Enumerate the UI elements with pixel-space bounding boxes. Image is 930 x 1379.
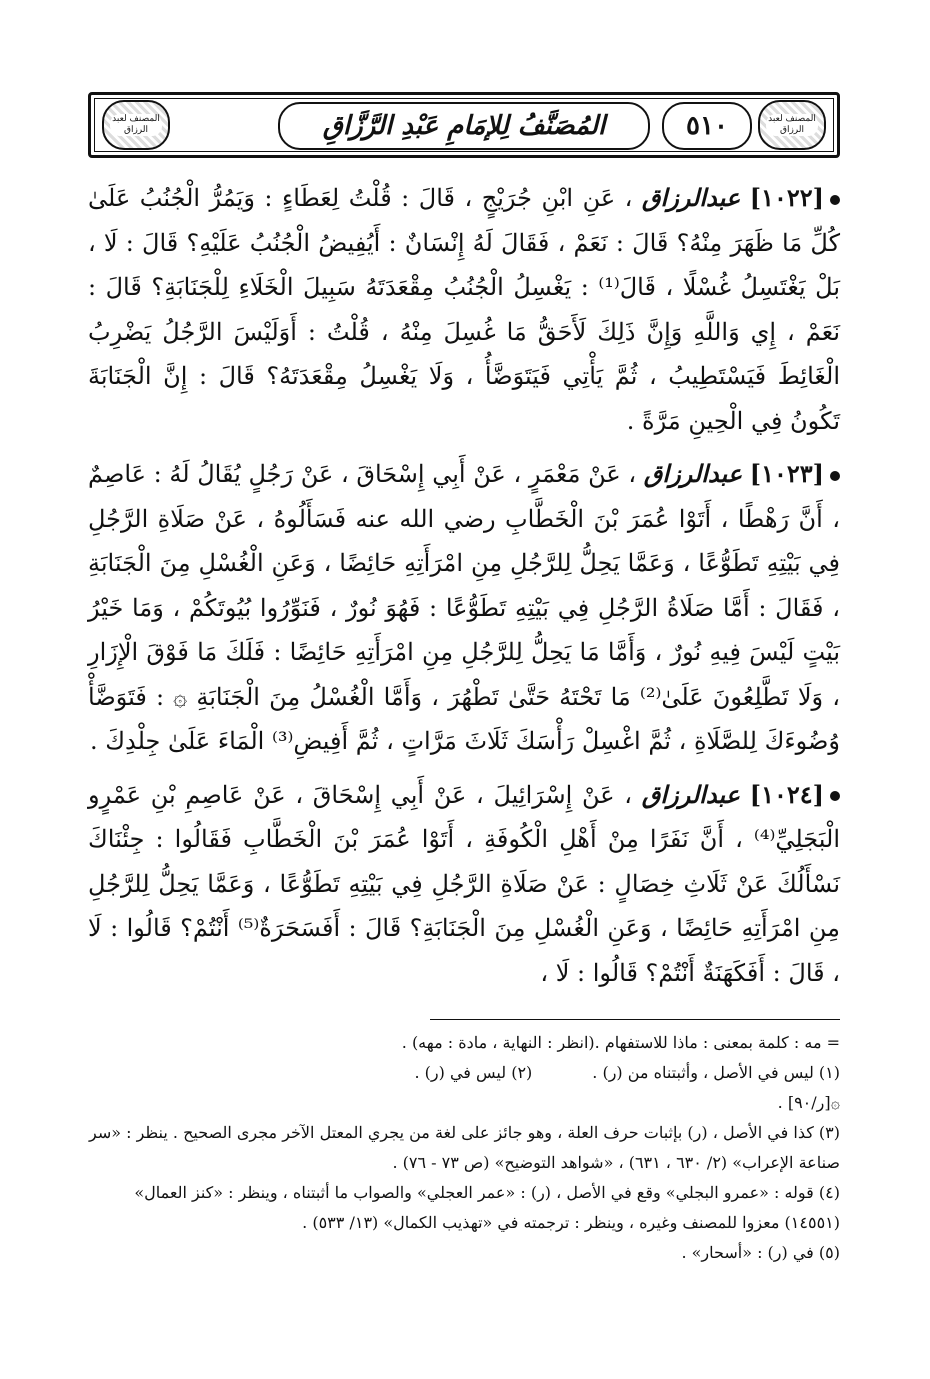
footnote-1: (١) ليس في الأصل ، وأثبتناه من (ر) . bbox=[592, 1063, 840, 1082]
footnote-2: (٢) ليس في (ر) . bbox=[414, 1063, 533, 1082]
author-name: عبدالرزاق bbox=[641, 183, 741, 212]
main-text bbox=[88, 176, 840, 1004]
footnote-5: (٥) في (ر) : «أسحار» . bbox=[681, 1243, 840, 1262]
book-title: المُصَنَّفُ لِلإمَامِ عَبْدِ الرَّزَّاقِ bbox=[278, 102, 650, 150]
bullet-icon bbox=[830, 195, 840, 205]
hadith-number: [١٠٢٤] bbox=[749, 779, 824, 809]
hadith-number: [١٠٢٢] bbox=[749, 183, 824, 212]
hadith-text: ، عَنْ مَعْمَرٍ ، عَنْ أَبِي إِسْحَاقَ ، عَنْ رَجُلٍ يُقَالُ لَهُ : عَاصِمٌ ، أَنَّ رَهْطًا ، أَتَوْا عُمَرَ بْنَ الْخَطَّابِ رضي الله عنه فَسَأَلُوهُ ، عَنْ صَلَاةِ الرَّجُلِ فِي بَيْتِهِ تَطَوُّعًا ، وَعَمَّا يَحِلُّ لِلرَّجُلِ مِنِ امْرَأَتِهِ حَائِضًا ، وَعَنِ الْغُسْلِ مِنَ الْجَنَابَةِ ، فَقَالَ : أَمَّا صَلَاةُ الرَّجُلِ فِي بَيْتِهِ تَطَوُّعًا : فَهُوَ نُورٌ ، فَنَوِّرُوا بُيُوتَكُمْ ، وَمَا خَيْرُ بَيْتٍ لَيْسَ فِيهِ نُورٌ ، وَأَمَّا مَا يَحِلُّ لِلرَّجُلِ مِنِ امْرَأَتِهِ حَائِضًا : فَلَكَ مَا فَوْقَ الْإِزَارِ ، وَلَا تَطَّلِعُونَ عَلَىٰ⁽²⁾ مَا تَحْتَهُ حَتَّىٰ تَطْهُرَ ، وَأَمَّا الْغُسْلُ مِنَ الْجَنَابَةِ ۞ : فَتَوَضَّأْ وُضُوءَكَ لِلصَّلَاةِ ، ثُمَّ اغْسِلْ رَأْسَكَ ثَلَاثَ مَرَّاتٍ ، ثُمَّ أَفِيضِ⁽³⁾ الْمَاءَ عَلَىٰ جِلْدِكَ . bbox=[88, 460, 840, 755]
footnote-row bbox=[88, 1058, 840, 1088]
hadith-1022 bbox=[88, 176, 840, 443]
page-marker: ۞[ر/٩٠] . bbox=[777, 1093, 840, 1112]
hadith-text: ، عَنْ إِسْرَائِيلَ ، عَنْ أَبِي إِسْحَاقَ ، عَنْ عَاصِمِ بْنِ عَمْرٍو الْبَجَلِيِّ⁽⁴⁾ ، أَنَّ نَفَرًا مِنْ أَهْلِ الْكُوفَةِ ، أَتَوْا عُمَرَ بْنَ الْخَطَّابِ فَقَالُوا : جِئْنَاكَ نَسْأَلُكَ عَنْ ثَلَاثِ خِصَالٍ : عَنْ صَلَاةِ الرَّجُلِ فِي بَيْتِهِ تَطَوُّعًا ، وَعَمَّا يَحِلُّ لِلرَّجُلِ مِنِ امْرَأَتِهِ حَائِضًا ، وَعَنِ الْغُسْلِ مِنَ الْجَنَابَةِ؟ قَالَ : أَفَسَحَرَةٌ⁽⁵⁾ أَنْتُمْ؟ قَالُوا : لَا ، قَالَ : أَفَكَهَنَةٌ أَنْتُمْ؟ قَالُوا : لَا ، bbox=[88, 780, 840, 987]
left-seal-ornament bbox=[102, 100, 170, 150]
author-name: عبدالرزاق bbox=[641, 779, 740, 809]
hadith-1024 bbox=[88, 773, 840, 996]
page-number: ٥١٠ bbox=[662, 102, 752, 150]
hadith-text: ، عَنِ ابْنِ جُرَيْجٍ ، قَالَ : قُلْتُ لِعَطَاءٍ : وَيَمُرُّ الْجُنُبُ عَلَىٰ كُلِّ مَا ظَهَرَ مِنْهُ؟ قَالَ : نَعَمْ ، فَقَالَ لَهُ إِنْسَانٌ : أَيُفِيضُ الْجُنُبُ عَلَيْهِ؟ قَالَ : لَا ، بَلْ يَغْتَسِلُ غُسْلًا ، قَالَ⁽¹⁾ : يَغْسِلُ الْجُنُبُ مِقْعَدَتَهُ سَبِيلَ الْخَلَاءِ لِلْجَنَابَةِ؟ قَالَ : نَعَمْ ، إِي وَاللَّهِ وَإِنَّ ذَلِكَ لَأَحَقُّ مَا غُسِلَ مِنْهُ ، قُلْتُ : أَوَلَيْسَ الرَّجُلُ يَضْرِبُ الْغَائِطَ فَيَسْتَطِيبُ ، ثُمَّ يَأْتِي فَيَتَوَضَّأُ ، وَلَا يَغْسِلُ مِقْعَدَتَهُ؟ قَالَ : إِنَّ الْجَنَابَةَ تَكُونُ فِي الْحِينِ مَرَّةً . bbox=[88, 184, 840, 435]
author-name: عبدالرزاق bbox=[643, 459, 743, 488]
footnote-4: (٤) قوله : «عمرو البجلي» وقع في الأصل ، (ر) : «عمر العجلي» والصواب ما أثبتناه ، وينظر : «كنز العمال» (١٤٥٥١) معزوا للمصنف وغيره ، وينظر : ترجمته في «تهذيب الكمال» (١٣/ ٥٣٣) . bbox=[134, 1183, 840, 1232]
bullet-icon bbox=[830, 471, 840, 481]
footnote-continuation: = مه : كلمة بمعنى : ماذا للاستفهام .(انظر : النهاية ، مادة : مهه) . bbox=[401, 1033, 840, 1052]
seal-text-right: المصنف لعبد الرزاق bbox=[766, 114, 818, 136]
footnotes bbox=[88, 1028, 840, 1268]
hadith-1023 bbox=[88, 452, 840, 764]
right-seal-ornament bbox=[758, 100, 826, 150]
footnote-divider bbox=[430, 1019, 840, 1020]
bullet-icon bbox=[830, 791, 840, 801]
page-header bbox=[88, 92, 840, 158]
footnote-3: (٣) كذا في الأصل ، (ر) بإثبات حرف العلة ، وهو جائز على لغة من يجري المعتل الآخر مجرى الصحيح . ينظر : «سر صناعة الإعراب» (٢/ ٦٣٠ ، ٦٣١) ، «شواهد التوضيح» (ص ٧٣ - ٧٦) . bbox=[89, 1123, 840, 1172]
hadith-number: [١٠٢٣] bbox=[749, 459, 824, 488]
seal-text-left: المصنف لعبد الرزاق bbox=[110, 114, 162, 136]
